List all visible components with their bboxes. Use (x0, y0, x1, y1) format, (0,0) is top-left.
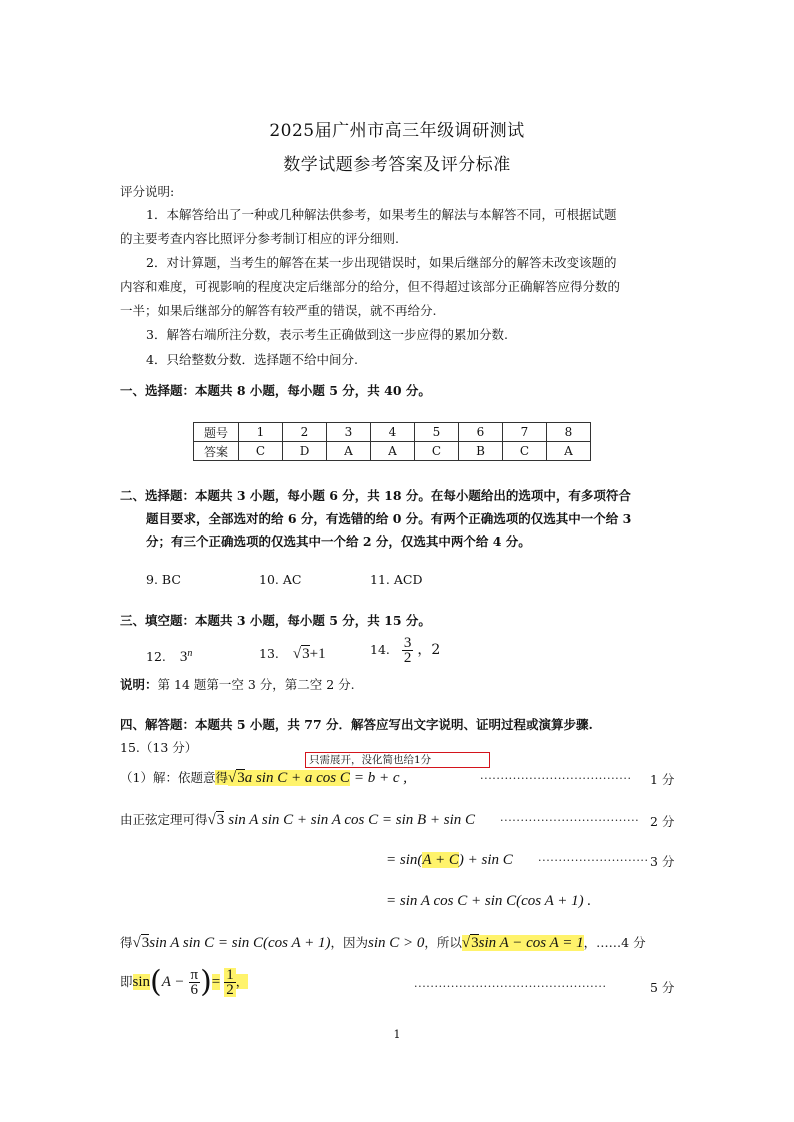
note-text: 第 14 题第一空 3 分，第二空 2 分. (157, 677, 355, 692)
grader-annotation-box: 只需展开，没化简也给1分 (305, 752, 490, 768)
step-3-post: ) + sin C (458, 852, 513, 868)
step-5-because: ，因为 (330, 935, 369, 950)
step-6-sin: sin (132, 974, 151, 990)
step-1: （1）解：依题意得√3a sin C + a cos C = b + c , (120, 770, 407, 786)
answer-10: 10. AC (259, 572, 302, 587)
table-cell-number: 6 (459, 423, 503, 442)
answer-12-exponent: n (187, 648, 193, 659)
answer-14-rest: ，2 (417, 642, 441, 658)
section-4-heading: 四、解答题：本题共 5 小题，共 77 分．解答应写出文字说明、证明过程或演算步骤. (120, 717, 593, 732)
table-cell-number: 7 (503, 423, 547, 442)
answer-11: 11. ACD (370, 572, 423, 587)
step-6-two: 2 (226, 982, 234, 998)
score-leader-dots: ····································· (480, 772, 632, 785)
answer-12 (146, 645, 192, 666)
answer-14-fraction (402, 636, 414, 665)
step-3 (386, 851, 513, 869)
step-5-expression: sin A sin C = sin C(cos A + 1) (149, 935, 331, 951)
step-2-prefix: 由正弦定理可得 (120, 812, 208, 827)
answer-12-label: 12. (146, 649, 166, 665)
step-5-highlight-radicand: 3 (471, 935, 479, 951)
table-cell-number: 1 (239, 423, 283, 442)
score-1: 1 分 (650, 772, 675, 787)
step-4 (386, 892, 591, 910)
step-6-inner: A − (161, 974, 185, 990)
table-cell-number: 8 (547, 423, 591, 442)
answer-14 (370, 636, 440, 665)
step-6-pi-over-six (189, 968, 201, 997)
step-1-highlighted-expression: a sin C + a cos C (244, 770, 350, 786)
section-2-line-3: 分；有三个正确选项的仅选其中一个给 2 分，仅选其中两个给 4 分。 (146, 534, 531, 549)
answer-13: 13. √3+1 (259, 646, 326, 662)
section-3-note (120, 676, 355, 694)
score-2: 2 分 (650, 814, 675, 829)
instruction-2-line-2: 内容和难度，可视影响的程度决定后继部分的给分，但不得超过该部分正确解答应得分数的 (120, 279, 621, 294)
section-2-line-2: 题目要求，全部选对的给 6 分，有选错的给 0 分。有两个正确选项的仅选其中一个给 3 (146, 511, 632, 526)
answer-13-label: 13. (259, 646, 279, 661)
section-1-heading: 一、选择题：本题共 8 小题，每小题 5 分，共 40 分。 (120, 383, 431, 398)
answer-13-radicand: 3 (302, 646, 310, 662)
score-leader-dots: ·································· (500, 814, 640, 827)
step-4-expression: = sin A cos C + sin C(cos A + 1) . (386, 893, 592, 909)
step-2-expression: sin A sin C + sin A cos C = sin B + sin C (228, 812, 476, 828)
table-label-answer: 答案 (194, 442, 239, 461)
table-cell-answer: A (547, 442, 591, 461)
step-6: 即sin(A − $\frac{\pi}{6}$ )= $\frac{1}{2}$ ， (120, 964, 249, 1000)
table-cell-number: 2 (283, 423, 327, 442)
table-label-question: 题号 (194, 423, 239, 442)
answer-12-base: 3 (179, 649, 188, 666)
step-5-therefore: ，所以 (424, 935, 462, 950)
step-1-prefix: （1）解：依题意 (120, 770, 216, 785)
step-1-de: 得 (215, 770, 228, 785)
note-label: 说明： (120, 677, 158, 692)
section-2-line-1: 二、选择题：本题共 3 小题，每小题 6 分，共 18 分。在每小题给出的选项中，有多项符合 (120, 488, 631, 503)
step-5-prefix: 得 (120, 935, 133, 950)
step-6-six: 6 (190, 982, 199, 998)
score-3: 3 分 (650, 854, 675, 869)
section-3-heading: 三、填空题：本题共 3 小题，每小题 5 分，共 15 分。 (120, 613, 431, 628)
table-cell-number: 3 (327, 423, 371, 442)
instruction-3: 3．解答右端所注分数，表示考生正确做到这一步应得的累加分数. (146, 327, 508, 342)
table-cell-answer: A (371, 442, 415, 461)
step-1-rest: = b + c , (353, 770, 407, 786)
answer-13-rest: +1 (309, 646, 326, 662)
score-5: 5 分 (650, 980, 675, 995)
table-cell-number: 5 (415, 423, 459, 442)
step-6-one: 1 (226, 967, 234, 983)
instruction-4: 4．只给整数分数．选择题不给中间分. (146, 352, 358, 367)
step-5-condition: sin C > 0 (368, 935, 425, 951)
score-leader-dots: ··························· (538, 854, 649, 867)
page-number: 1 (393, 1028, 401, 1041)
step-5: 得√3sin A sin C = sin C(cos A + 1)，因为sin C > 0，所以√3sin A − cos A = 1，……4 分 (120, 935, 646, 951)
answer-14-denominator: 2 (403, 650, 412, 666)
step-2-radicand: 3 (216, 812, 225, 828)
instruction-1-line-2: 的主要考查内容比照评分参考制订相应的评分细则. (120, 231, 399, 246)
answer-table-answer-row (194, 442, 591, 461)
table-cell-number: 4 (371, 423, 415, 442)
instruction-2-line-1: 2．对计算题，当考生的解答在某一步出现错误时，如果后继部分的解答未改变该题的 (146, 255, 617, 270)
step-6-prefix: 即 (120, 974, 133, 989)
step-6-one-half (224, 968, 236, 997)
answer-table-number-row (194, 423, 591, 442)
answer-table (193, 422, 591, 461)
instruction-1-line-1: 1．本解答给出了一种或几种解法供参考，如果考生的解法与本解答不同，可根据试题 (146, 207, 617, 222)
table-cell-answer: D (283, 442, 327, 461)
step-5-radicand: 3 (141, 935, 150, 951)
title-line-1: 2025届广州市高三年级调研测试 (269, 121, 525, 141)
instructions-heading: 评分说明: (120, 184, 175, 199)
table-cell-answer: A (327, 442, 371, 461)
table-cell-answer: C (503, 442, 547, 461)
table-cell-answer: B (459, 442, 503, 461)
table-cell-answer: C (239, 442, 283, 461)
score-4: ，……4 分 (583, 935, 646, 950)
question-15-label: 15.（13 分） (120, 740, 198, 755)
answer-14-label: 14. (370, 642, 390, 657)
step-6-equals: = (211, 974, 221, 990)
step-1-radicand: 3 (237, 770, 245, 786)
step-6-pi: π (190, 967, 199, 983)
answer-9: 9. BC (146, 572, 181, 587)
instruction-2-line-3: 一半；如果后继部分的解答有较严重的错误，就不再给分. (120, 303, 437, 318)
step-2: 由正弦定理可得√3 sin A sin C + sin A cos C = sin B + sin C (120, 812, 476, 828)
table-cell-answer: C (415, 442, 459, 461)
answer-14-numerator: 3 (403, 635, 412, 651)
step-5-highlight: sin A − cos A = 1 (478, 935, 584, 951)
title-line-2: 数学试题参考答案及评分标准 (283, 155, 511, 175)
score-leader-dots: ··············································· (414, 980, 607, 993)
step-3-highlight: A + C (422, 852, 459, 868)
step-3-pre: = sin( (386, 852, 423, 868)
